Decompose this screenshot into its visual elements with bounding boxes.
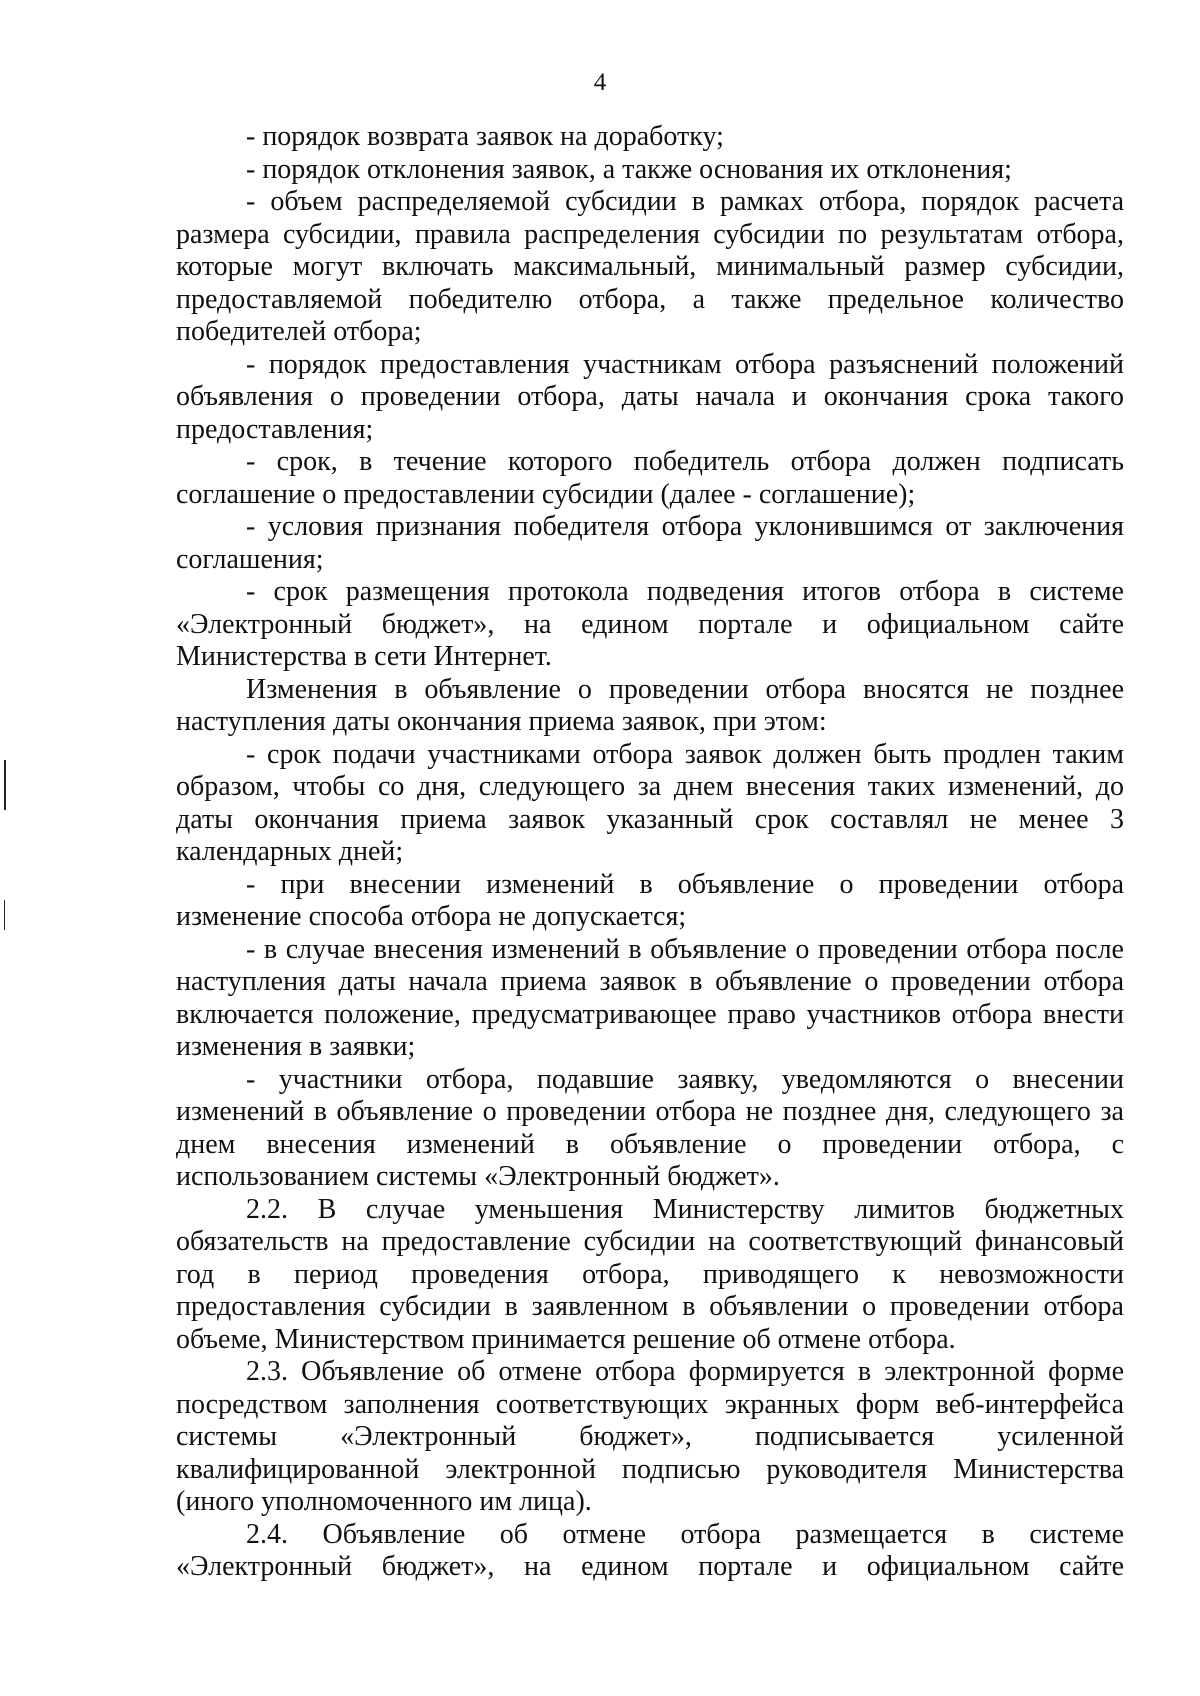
text-line: днем внесения изменений в объявление о проведении отбора, с <box>176 1128 1124 1160</box>
text-line: объеме, Министерством принимается решение об отмене отбора. <box>176 1323 956 1355</box>
text-line: (иного уполномоченного им лица). <box>176 1486 592 1517</box>
scan-margin-mark <box>4 900 5 930</box>
text-line: которые могут включать максимальный, минимальный размер субсидии, <box>176 251 1124 282</box>
text-line: изменение способа отбора не допускается; <box>176 901 687 932</box>
text-line: предоставляемой победителю отбора, а также предельное количество <box>176 283 1124 315</box>
text-line: объявления о проведении отбора, даты начала и окончания срока такого <box>176 381 1124 412</box>
text-line: - при внесении изменений в объявление о проведении отбора <box>246 868 1124 900</box>
text-line: размера субсидии, правила распределения субсидии по результатам отбора, <box>176 218 1124 250</box>
text-line: 2.2. В случае уменьшения Министерству лимитов бюджетных <box>246 1193 1124 1225</box>
text-line: соглашения; <box>176 543 324 575</box>
text-line: посредством заполнения соответствующих экранных форм веб-интерфейса <box>176 1388 1124 1420</box>
text-line: включается положение, предусматривающее право участников отбора внести <box>176 998 1124 1030</box>
text-line: системы «Электронный бюджет», подписывается усиленной <box>176 1421 1124 1452</box>
text-line: - порядок отклонения заявок, а также основания их отклонения; <box>246 153 1012 185</box>
text-line: образом, чтобы со дня, следующего за днем внесения таких изменений, до <box>176 771 1124 802</box>
text-line: наступления даты начала приема заявок в объявление о проведении отбора <box>176 966 1124 997</box>
text-line: Изменения в объявление о проведении отбора вносятся не позднее <box>246 673 1124 705</box>
text-line: - в случае внесения изменений в объявление о проведении отбора после <box>246 933 1124 965</box>
text-line: - порядок возврата заявок на доработку; <box>246 121 724 152</box>
document-body <box>176 121 1124 1584</box>
text-line: использованием системы «Электронный бюджет». <box>176 1161 780 1192</box>
text-line: - порядок предоставления участникам отбора разъяснений положений <box>246 348 1124 380</box>
text-line: - срок подачи участниками отбора заявок должен быть продлен таким <box>246 738 1124 770</box>
text-line: предоставления субсидии в заявленном в объявлении о проведении отбора <box>176 1291 1124 1322</box>
text-line: - срок размещения протокола подведения итогов отбора в системе <box>246 576 1124 607</box>
text-line: - срок, в течение которого победитель отбора должен подписать <box>246 446 1124 477</box>
text-line: - объем распределяемой субсидии в рамках отбора, порядок расчета <box>246 186 1124 217</box>
text-line: квалифицированной электронной подписью руководителя Министерства <box>176 1453 1124 1485</box>
text-line: год в период проведения отбора, приводящего к невозможности <box>176 1258 1124 1290</box>
text-line: победителей отбора; <box>176 316 422 347</box>
text-line: «Электронный бюджет», на едином портале и официальном сайте <box>176 608 1124 640</box>
page-number: 4 <box>593 69 607 96</box>
text-line: наступления даты окончания приема заявок, при этом: <box>176 706 827 737</box>
text-line: - участники отбора, подавшие заявку, уведомляются о внесении <box>246 1063 1124 1095</box>
text-line: предоставления; <box>176 413 374 445</box>
text-line: соглашение о предоставлении субсидии (далее - соглашение); <box>176 478 916 510</box>
text-line: даты окончания приема заявок указанный срок составлял не менее 3 <box>176 803 1124 835</box>
text-line: обязательств на предоставление субсидии на соответствующий финансовый <box>176 1226 1124 1257</box>
text-line: 2.4. Объявление об отмене отбора размещается в системе <box>246 1518 1124 1550</box>
scan-margin-mark <box>4 760 6 810</box>
text-line: изменений в объявление о проведении отбора не позднее дня, следующего за <box>176 1096 1124 1127</box>
text-line: - условия признания победителя отбора уклонившимся от заключения <box>246 511 1124 542</box>
text-line: Министерства в сети Интернет. <box>176 641 552 672</box>
text-line: «Электронный бюджет», на едином портале и официальном сайте <box>176 1551 1124 1582</box>
text-line: изменения в заявки; <box>176 1031 416 1062</box>
text-line: календарных дней; <box>176 836 404 867</box>
text-line: 2.3. Объявление об отмене отбора формируется в электронной форме <box>246 1356 1124 1387</box>
